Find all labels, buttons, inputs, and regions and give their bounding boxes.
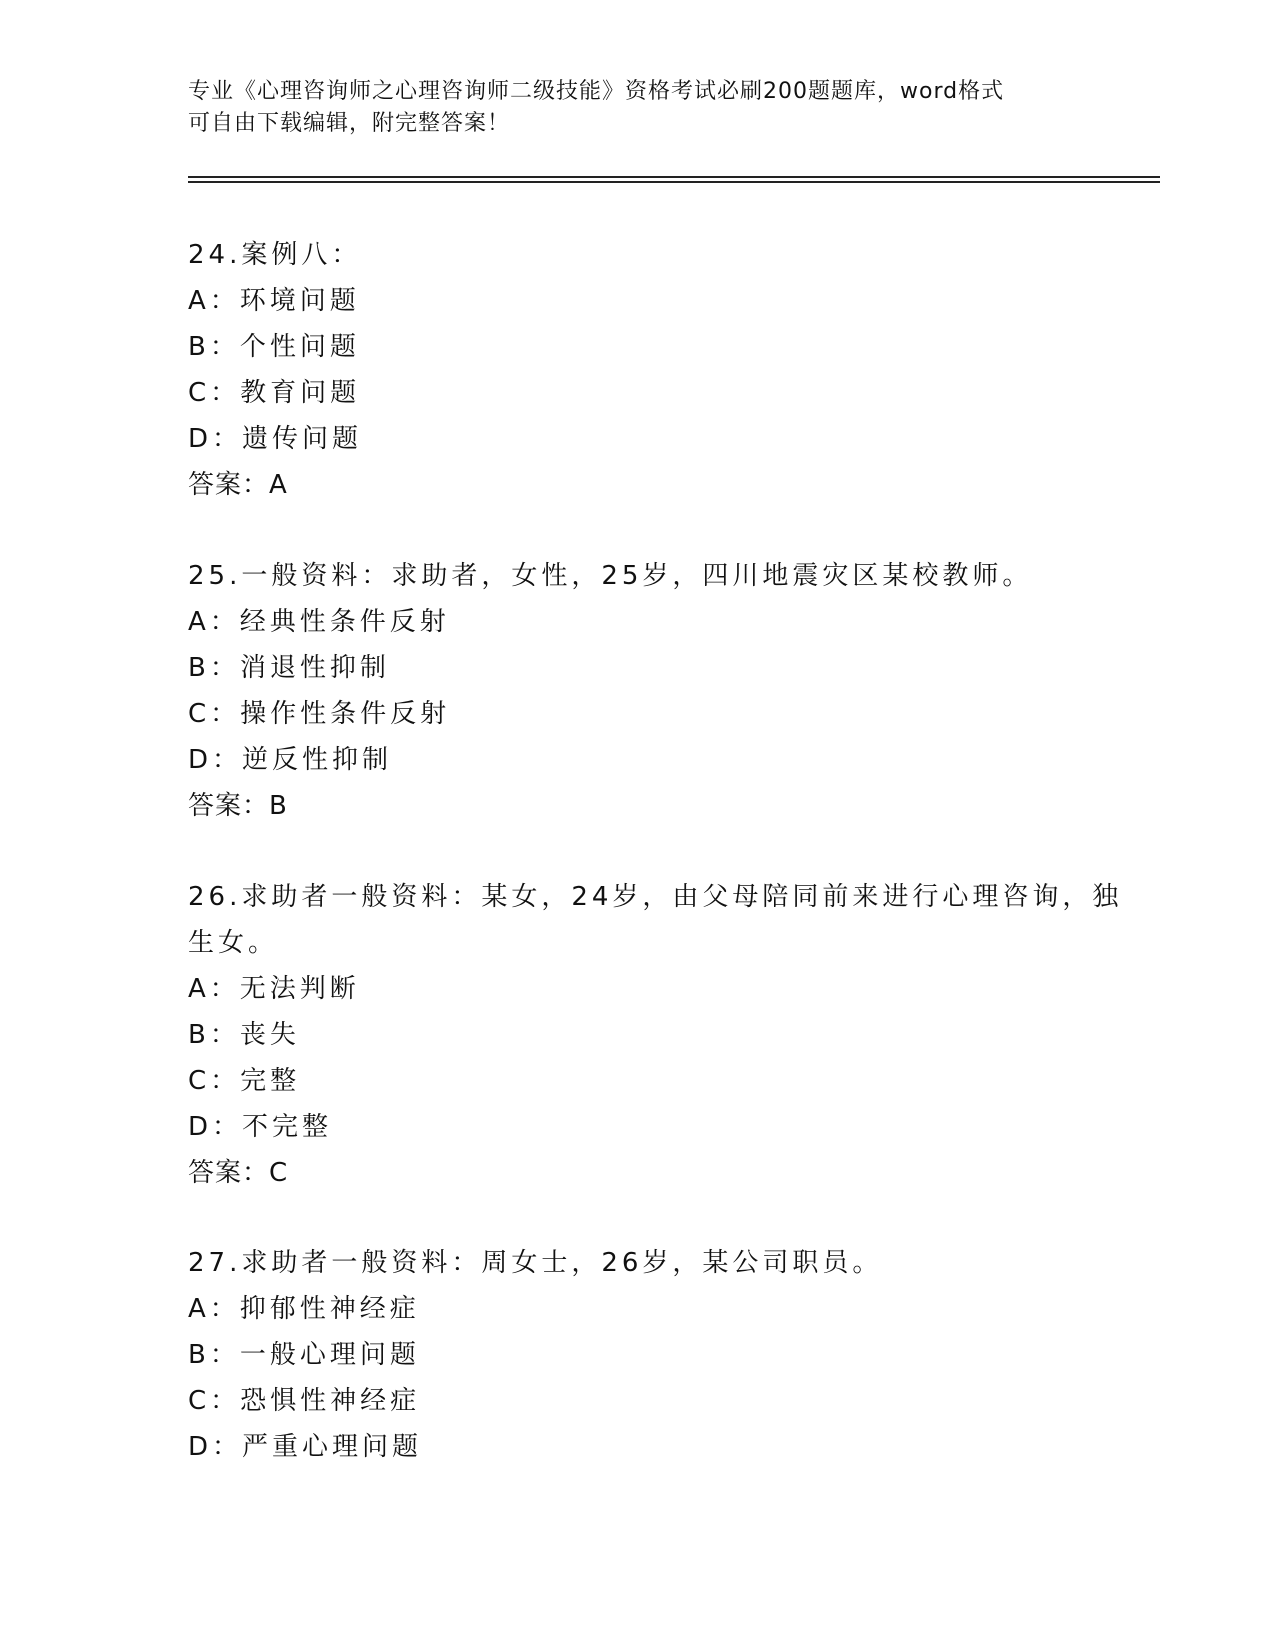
- answer: 答案：B: [188, 791, 288, 821]
- question-stem: 25.一般资料：求助者，女性，25岁，四川地震灾区某校教师。: [188, 561, 1033, 591]
- option-d: D：逆反性抑制: [188, 745, 393, 775]
- option-a: A：抑郁性神经症: [188, 1294, 420, 1324]
- header-divider-bottom: [188, 181, 1160, 183]
- option-b: B：丧失: [188, 1020, 300, 1050]
- question-25: [188, 553, 1088, 829]
- header-title-line-2: 可自由下载编辑，附完整答案！: [188, 111, 511, 136]
- option-d: D：不完整: [188, 1112, 333, 1142]
- option-b: B：个性问题: [188, 332, 360, 362]
- header-divider-top: [188, 176, 1160, 178]
- option-d: D：严重心理问题: [188, 1432, 423, 1462]
- document-header: [188, 76, 1068, 140]
- question-stem: 24.案例八：: [188, 240, 362, 270]
- question-stem-line-2: 生女。: [188, 928, 279, 958]
- option-c: C：教育问题: [188, 378, 361, 408]
- option-c: C：操作性条件反射: [188, 699, 451, 729]
- option-c: C：完整: [188, 1066, 301, 1096]
- header-title-line-1: 专业《心理咨询师之心理咨询师二级技能》资格考试必刷200题题库，word格式: [188, 79, 1005, 104]
- option-a: A：环境问题: [188, 286, 360, 316]
- option-a: A：无法判断: [188, 974, 360, 1004]
- option-d: D：遗传问题: [188, 424, 363, 454]
- answer: 答案：C: [188, 1158, 289, 1188]
- option-a: A：经典性条件反射: [188, 607, 450, 637]
- question-stem-line-1: 26.求助者一般资料：某女，24岁，由父母陪同前来进行心理咨询，独: [188, 882, 1123, 912]
- question-24: [188, 232, 1088, 508]
- option-c: C：恐惧性神经症: [188, 1386, 421, 1416]
- option-b: B：一般心理问题: [188, 1340, 420, 1370]
- question-27: [188, 1240, 1088, 1470]
- answer: 答案：A: [188, 470, 288, 500]
- question-stem: 27.求助者一般资料：周女士，26岁，某公司职员。: [188, 1248, 883, 1278]
- option-b: B：消退性抑制: [188, 653, 390, 683]
- question-26: [188, 874, 1123, 1196]
